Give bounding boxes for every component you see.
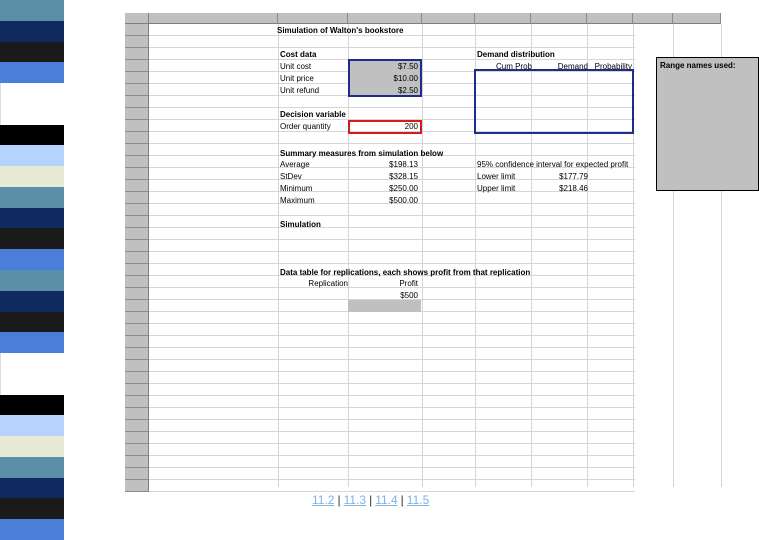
replication-header: Replication (308, 279, 348, 288)
cost-data-heading: Cost data (280, 50, 317, 59)
demand-header: Demand (557, 62, 588, 71)
row-header[interactable] (125, 216, 149, 228)
row-header[interactable] (125, 132, 149, 144)
gridline-horizontal (149, 395, 635, 396)
column-header-g[interactable] (587, 13, 633, 24)
strip-block (0, 208, 64, 229)
summary-heading: Summary measures from simulation below (280, 149, 444, 158)
replications-heading: Data table for replications, each shows profit from that replication (280, 268, 531, 277)
cum-prob-header: Cum Prob (495, 62, 532, 71)
upper-limit-value[interactable]: $218.46 (559, 184, 588, 193)
strip-block (0, 228, 64, 249)
row-header[interactable] (125, 144, 149, 156)
row-header[interactable] (125, 420, 149, 432)
strip-block (0, 519, 64, 540)
strip-block (0, 249, 64, 270)
profit-header: Profit (399, 279, 418, 288)
row-header[interactable] (125, 120, 149, 132)
strip-block (0, 498, 64, 519)
strip-block (0, 125, 64, 146)
gridline-vertical (278, 24, 279, 487)
gridline-horizontal (149, 455, 635, 456)
column-header-b[interactable] (278, 13, 348, 24)
demand-distribution-box (474, 69, 634, 134)
strip-block (0, 478, 64, 499)
row-header[interactable] (125, 276, 149, 288)
decision-variable-heading: Decision variable (280, 110, 346, 119)
unit-price-value[interactable]: $10.00 (393, 74, 418, 83)
row-header[interactable] (125, 48, 149, 60)
column-header-f[interactable] (531, 13, 587, 24)
gridline-horizontal (149, 335, 635, 336)
average-label: Average (280, 160, 310, 169)
row-header[interactable] (125, 228, 149, 240)
link-separator: | (369, 493, 373, 507)
gridline-horizontal (149, 323, 635, 324)
row-header[interactable] (125, 384, 149, 396)
section-link[interactable]: 11.5 (406, 493, 430, 507)
order-quantity-label: Order quantity (280, 122, 331, 131)
row-header[interactable] (125, 396, 149, 408)
demand-distribution-heading: Demand distribution (477, 50, 555, 59)
strip-block (0, 457, 64, 478)
strip-block (0, 436, 64, 457)
gridline-horizontal (149, 407, 635, 408)
gridline-horizontal (149, 239, 635, 240)
range-names-heading: Range names used: (660, 61, 736, 70)
row-header[interactable] (125, 180, 149, 192)
row-header[interactable] (125, 96, 149, 108)
row-header[interactable] (125, 204, 149, 216)
row-header[interactable] (125, 372, 149, 384)
strip-block (0, 145, 64, 166)
lower-limit-label: Lower limit (477, 172, 516, 181)
probability-header: Probability (594, 62, 632, 71)
spreadsheet (125, 13, 736, 487)
row-header[interactable] (125, 252, 149, 264)
unit-cost-label: Unit cost (280, 62, 312, 71)
strip-block (0, 104, 64, 125)
row-header[interactable] (125, 240, 149, 252)
gridline-horizontal (149, 263, 635, 264)
gridline-horizontal (149, 347, 635, 348)
maximum-label: Maximum (280, 196, 315, 205)
row-header[interactable] (125, 468, 149, 480)
select-all-corner[interactable] (125, 13, 149, 24)
upper-limit-label: Upper limit (477, 184, 516, 193)
gridline-horizontal (149, 383, 635, 384)
strip-block (0, 374, 64, 395)
gridline-horizontal (149, 47, 635, 48)
row-header[interactable] (125, 300, 149, 312)
column-header-i[interactable] (673, 13, 721, 24)
row-header[interactable] (125, 348, 149, 360)
row-header[interactable] (125, 444, 149, 456)
row-header[interactable] (125, 24, 149, 36)
gridline-horizontal (149, 359, 635, 360)
section-link[interactable]: 11.4 (375, 493, 398, 507)
row-header[interactable] (125, 336, 149, 348)
gridline-vertical (422, 24, 423, 487)
strip-block (0, 270, 64, 291)
unit-refund-value[interactable]: $2.50 (397, 86, 418, 95)
column-header-d[interactable] (422, 13, 475, 24)
row-header[interactable] (125, 408, 149, 420)
link-separator: | (337, 493, 341, 507)
row-header[interactable] (125, 60, 149, 72)
column-header-c[interactable] (348, 13, 422, 24)
strip-block (0, 395, 64, 416)
strip-block (0, 353, 64, 374)
unit-price-label: Unit price (280, 74, 314, 83)
gridline-horizontal (149, 371, 635, 372)
strip-block (0, 0, 64, 21)
confidence-interval-label: 95% confidence interval for expected profit (477, 160, 629, 169)
unit-cost-value[interactable]: $7.50 (397, 62, 418, 71)
gridline-horizontal (149, 227, 635, 228)
stdev-value[interactable]: $328.15 (389, 172, 418, 181)
row-header[interactable] (125, 192, 149, 204)
row-header[interactable] (125, 312, 149, 324)
row-header[interactable] (125, 72, 149, 84)
minimum-value[interactable]: $250.00 (389, 184, 418, 193)
link-separator: | (400, 493, 404, 507)
decorative-color-strip (0, 0, 64, 540)
gridline-horizontal (149, 431, 635, 432)
maximum-value[interactable]: $500.00 (389, 196, 418, 205)
strip-block (0, 312, 64, 333)
row-header[interactable] (125, 108, 149, 120)
section-link[interactable]: 11.2 (312, 493, 335, 507)
strip-block (0, 291, 64, 312)
strip-block (0, 42, 64, 63)
average-value[interactable]: $198.13 (389, 160, 418, 169)
minimum-label: Minimum (280, 184, 313, 193)
row-header[interactable] (125, 36, 149, 48)
gridline-horizontal (149, 443, 635, 444)
first-profit-value[interactable]: $500 (400, 291, 418, 300)
strip-block (0, 21, 64, 42)
simulation-heading: Simulation (280, 220, 321, 229)
stdev-label: StDev (280, 172, 302, 181)
gridline-horizontal (149, 419, 635, 420)
column-header-e[interactable] (475, 13, 531, 24)
row-header[interactable] (125, 360, 149, 372)
section-link[interactable]: 11.3 (343, 493, 367, 507)
strip-block (0, 332, 64, 353)
order-quantity-value[interactable]: 200 (404, 122, 418, 131)
row-header[interactable] (125, 168, 149, 180)
row-header[interactable] (125, 84, 149, 96)
strip-block (0, 166, 64, 187)
row-header[interactable] (125, 324, 149, 336)
strip-block (0, 83, 64, 104)
row-header[interactable] (125, 480, 149, 492)
strip-block (0, 415, 64, 436)
gridline-horizontal (149, 215, 635, 216)
gridline-horizontal (149, 251, 635, 252)
gridline-horizontal (149, 143, 635, 144)
unit-refund-label: Unit refund (280, 86, 320, 95)
sheet-title: Simulation of Walton's bookstore (277, 26, 404, 35)
gridline-horizontal (149, 467, 635, 468)
column-header-h[interactable] (633, 13, 673, 24)
row-header[interactable] (125, 456, 149, 468)
row-header[interactable] (125, 288, 149, 300)
row-header[interactable] (125, 156, 149, 168)
gridline-horizontal (149, 479, 635, 480)
section-links (312, 493, 429, 507)
strip-block (0, 187, 64, 208)
row-header[interactable] (125, 264, 149, 276)
lower-limit-value[interactable]: $177.79 (559, 172, 588, 181)
row-header[interactable] (125, 432, 149, 444)
range-names-panel (656, 57, 759, 191)
column-header-a[interactable] (149, 13, 278, 24)
gridline-horizontal (149, 491, 635, 492)
strip-block (0, 62, 64, 83)
